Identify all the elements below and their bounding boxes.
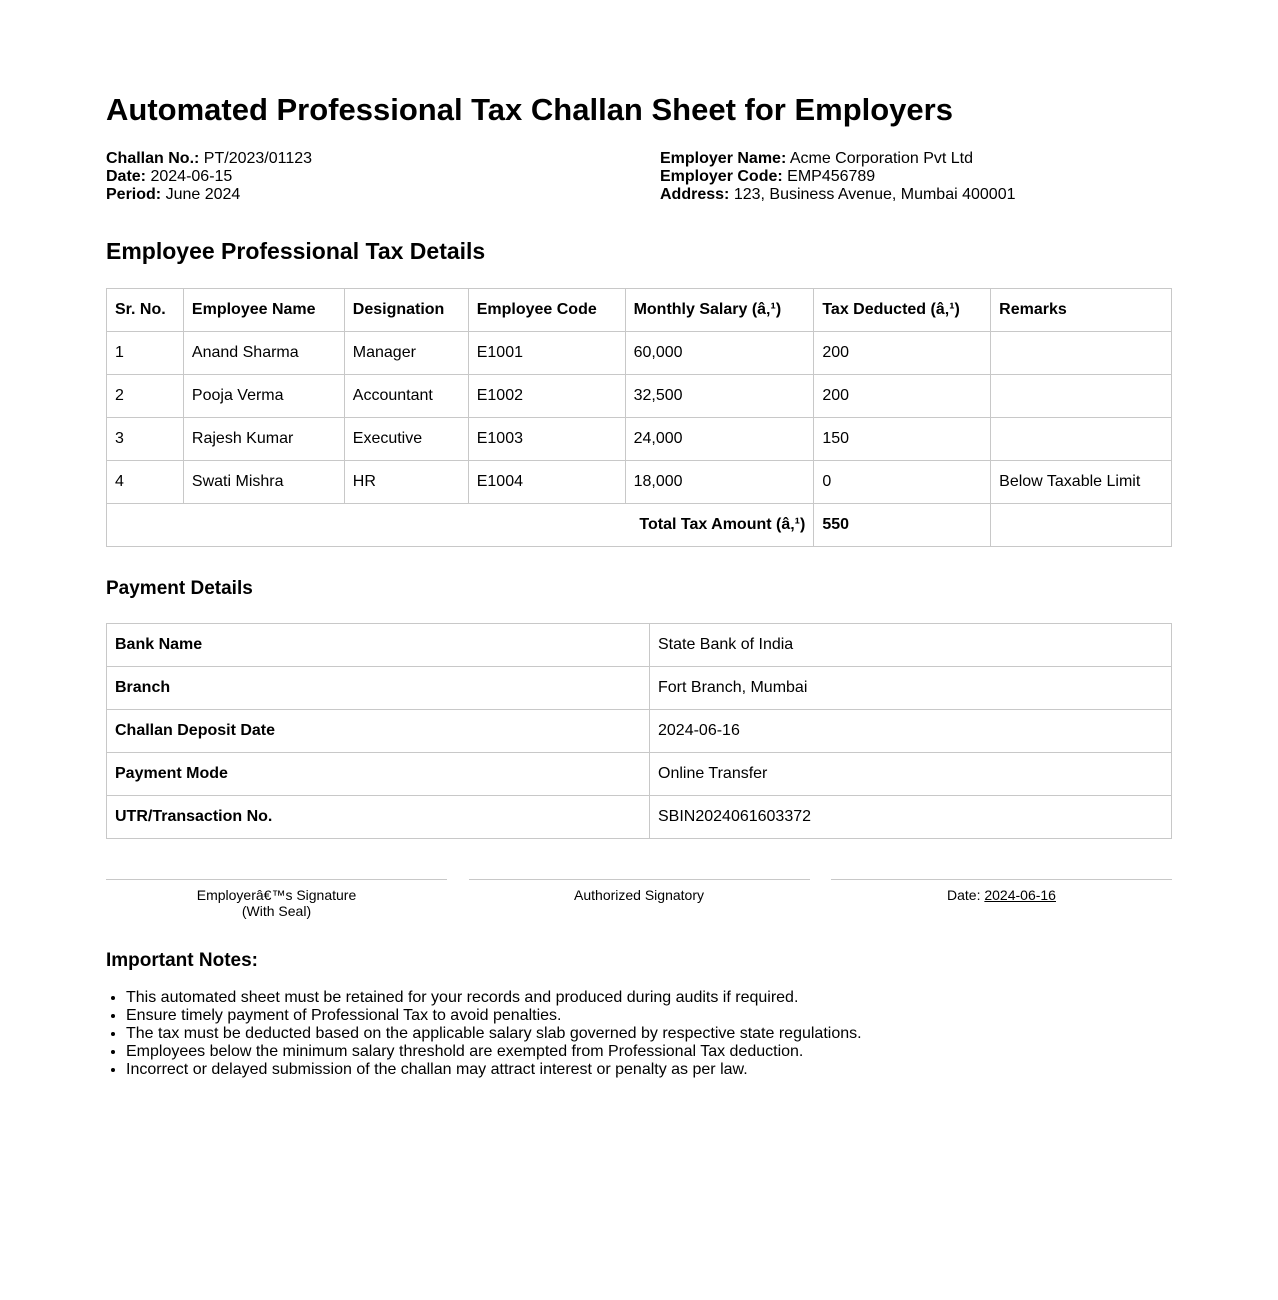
total-row <box>107 504 1172 547</box>
payment-row-branch <box>107 667 1172 710</box>
table-cell: Swati Mishra <box>183 461 344 504</box>
table-cell: Rajesh Kumar <box>183 418 344 461</box>
table-cell <box>991 418 1172 461</box>
table-cell: E1002 <box>468 375 625 418</box>
employer-address-value: 123, Business Avenue, Mumbai 400001 <box>733 186 1016 203</box>
table-cell: 0 <box>814 461 991 504</box>
list-item: • This automated sheet must be retained for your records and produced during audits if required. <box>126 989 1172 1007</box>
employer-name-row <box>660 150 1172 168</box>
column-header: Employee Name <box>183 289 344 332</box>
challan-period-label: Period: <box>106 186 162 203</box>
list-item: • Ensure timely payment of Professional Tax to avoid penalties. <box>126 1007 1172 1025</box>
authorized-signatory-block <box>469 879 810 919</box>
table-cell: Anand Sharma <box>183 332 344 375</box>
table-header-row <box>107 289 1172 332</box>
payment-row-bank-name <box>107 624 1172 667</box>
notes-list <box>106 989 1172 1079</box>
signature-date-value: 2024-06-16 <box>984 887 1056 903</box>
table-cell: 1 <box>107 332 184 375</box>
payment-label: Bank Name <box>107 624 650 667</box>
payment-value: Fort Branch, Mumbai <box>650 667 1172 710</box>
column-header: Sr. No. <box>107 289 184 332</box>
challan-no-row <box>106 150 660 168</box>
employee-section-title: Employee Professional Tax Details <box>106 238 486 264</box>
column-header: Monthly Salary (â‚¹) <box>625 289 814 332</box>
table-cell: 32,500 <box>625 375 814 418</box>
payment-value: 2024-06-16 <box>650 710 1172 753</box>
table-cell: E1004 <box>468 461 625 504</box>
column-header: Designation <box>344 289 468 332</box>
challan-page <box>106 0 1172 1079</box>
challan-period-value: June 2024 <box>165 186 241 203</box>
signature-date-block <box>831 879 1172 919</box>
payment-row-deposit-date <box>107 710 1172 753</box>
employer-name-value: Acme Corporation Pvt Ltd <box>789 150 974 167</box>
list-item: • Employees below the minimum salary threshold are exempted from Professional Tax deduction. <box>126 1043 1172 1061</box>
employee-tax-table <box>106 288 1172 547</box>
employer-address-row <box>660 186 1172 204</box>
table-cell: E1003 <box>468 418 625 461</box>
payment-details-title: Payment Details <box>106 578 253 599</box>
employer-code-value: EMP456789 <box>787 168 876 185</box>
total-tax-label: Total Tax Amount (â‚¹) <box>107 504 814 547</box>
payment-details-table <box>106 623 1172 839</box>
table-row <box>107 418 1172 461</box>
table-cell: Executive <box>344 418 468 461</box>
table-cell: 200 <box>814 332 991 375</box>
authorized-signatory-label: Authorized Signatory <box>574 887 704 903</box>
employer-address-label: Address: <box>660 186 730 203</box>
column-header: Employee Code <box>468 289 625 332</box>
table-cell <box>991 504 1172 547</box>
table-cell: 150 <box>814 418 991 461</box>
payment-row-payment-mode <box>107 753 1172 796</box>
challan-date-value: 2024-06-15 <box>150 168 233 185</box>
payment-label: Branch <box>107 667 650 710</box>
table-cell: Manager <box>344 332 468 375</box>
payment-value: SBIN2024061603372 <box>650 796 1172 839</box>
notes-title: Important Notes: <box>106 950 258 971</box>
challan-no-value: PT/2023/01123 <box>203 150 313 167</box>
payment-row-utr <box>107 796 1172 839</box>
table-cell: 200 <box>814 375 991 418</box>
table-row <box>107 375 1172 418</box>
table-cell: 3 <box>107 418 184 461</box>
total-tax-value: 550 <box>814 504 991 547</box>
challan-date-row <box>106 168 660 186</box>
signature-section <box>106 879 1172 919</box>
table-cell: Pooja Verma <box>183 375 344 418</box>
employer-signature-block <box>106 879 447 919</box>
table-row <box>107 332 1172 375</box>
list-item: • The tax must be deducted based on the applicable salary slab governed by respective state regulations. <box>126 1025 1172 1043</box>
signature-date-label: Date: <box>947 887 981 903</box>
table-cell: 60,000 <box>625 332 814 375</box>
column-header: Tax Deducted (â‚¹) <box>814 289 991 332</box>
table-cell: 18,000 <box>625 461 814 504</box>
challan-period-row <box>106 186 660 204</box>
table-cell: Accountant <box>344 375 468 418</box>
challan-info <box>106 150 660 204</box>
employer-code-row <box>660 168 1172 186</box>
payment-label: Challan Deposit Date <box>107 710 650 753</box>
table-cell: 24,000 <box>625 418 814 461</box>
page-title: Automated Professional Tax Challan Sheet for Employers <box>106 92 953 127</box>
header-info <box>106 150 1172 204</box>
table-cell: HR <box>344 461 468 504</box>
employer-code-label: Employer Code: <box>660 168 783 185</box>
table-cell <box>991 375 1172 418</box>
payment-label: UTR/Transaction No. <box>107 796 650 839</box>
table-cell: 2 <box>107 375 184 418</box>
column-header: Remarks <box>991 289 1172 332</box>
employer-seal-label: (With Seal) <box>241 903 312 919</box>
challan-no-label: Challan No.: <box>106 150 200 167</box>
table-row <box>107 461 1172 504</box>
table-cell: 4 <box>107 461 184 504</box>
payment-label: Payment Mode <box>107 753 650 796</box>
challan-date-label: Date: <box>106 168 147 185</box>
employer-name-label: Employer Name: <box>660 150 787 167</box>
list-item: • Incorrect or delayed submission of the challan may attract interest or penalty as per law. <box>126 1061 1172 1079</box>
table-cell <box>991 332 1172 375</box>
payment-value: Online Transfer <box>650 753 1172 796</box>
table-cell: E1001 <box>468 332 625 375</box>
payment-value: State Bank of India <box>650 624 1172 667</box>
employer-info <box>660 150 1172 204</box>
employer-signature-label: Employerâ€™s Signature <box>196 887 357 903</box>
table-cell: Below Taxable Limit <box>991 461 1172 504</box>
